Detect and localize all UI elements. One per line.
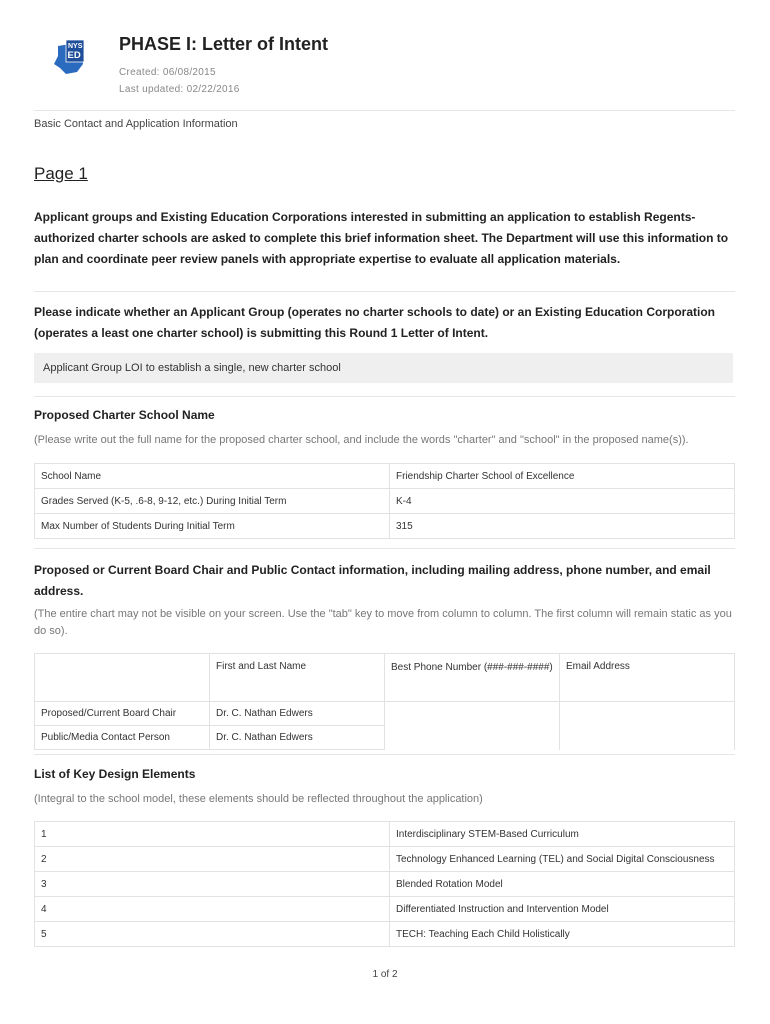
- table-row: [35, 922, 735, 947]
- table-cell: Interdisciplinary STEM-Based Curriculum: [390, 822, 735, 847]
- page-heading: Page 1: [34, 164, 88, 183]
- table-row: [35, 897, 735, 922]
- design-elements-hint: (Integral to the school model, these elements should be reflected throughout the application): [34, 793, 483, 805]
- table-cell: 3: [35, 872, 390, 897]
- logo-text-bottom: ED: [67, 50, 81, 61]
- table-cell: 2: [35, 847, 390, 872]
- table-row: [35, 822, 735, 847]
- divider: [34, 548, 735, 549]
- table-cell: Friendship Charter School of Excellence: [390, 464, 735, 489]
- table-header-row: [35, 654, 735, 702]
- table-cell: K-4: [390, 489, 735, 514]
- table-row: [35, 702, 735, 726]
- school-info-table: [34, 463, 735, 539]
- table-cell: [560, 726, 735, 750]
- table-cell: 4: [35, 897, 390, 922]
- table-header-cell: [35, 654, 210, 702]
- table-header-cell: Best Phone Number (###-###-####): [385, 654, 560, 702]
- table-cell: Dr. C. Nathan Edwers: [210, 726, 385, 750]
- document-title: PHASE I: Letter of Intent: [119, 34, 329, 54]
- table-cell: School Name: [35, 464, 390, 489]
- contact-heading: Proposed or Current Board Chair and Public Contact information, including mailing address, phone number, and email address.: [34, 563, 711, 598]
- intro-paragraph: Applicant groups and Existing Education Corporations interested in submitting an application to establish Regents-authorized charter schools are asked to complete this brief information sheet. The Department will use this information to plan and coordinate peer review panels with appropriate expertise to evaluate all application materials.: [34, 210, 729, 266]
- divider: [34, 396, 735, 397]
- table-cell: Max Number of Students During Initial Term: [35, 514, 390, 539]
- contact-hint: (The entire chart may not be visible on your screen. Use the "tab" key to move from column to column. The first column will remain static as you do so).: [34, 608, 732, 637]
- design-elements-heading: List of Key Design Elements: [34, 767, 196, 781]
- section-label: Basic Contact and Application Information: [34, 118, 238, 130]
- applicant-answer: Applicant Group LOI to establish a single, new charter school: [34, 353, 733, 383]
- table-cell: Public/Media Contact Person: [35, 726, 210, 750]
- table-cell: TECH: Teaching Each Child Holistically: [390, 922, 735, 947]
- design-elements-table: [34, 821, 735, 947]
- table-cell: Blended Rotation Model: [390, 872, 735, 897]
- logo-text-top: NYS: [68, 43, 83, 50]
- contact-table: [34, 653, 735, 750]
- created-date: Created: 06/08/2015: [119, 67, 216, 78]
- school-name-heading: Proposed Charter School Name: [34, 408, 215, 422]
- table-cell: Grades Served (K-5, .6-8, 9-12, etc.) During Initial Term: [35, 489, 390, 514]
- table-cell: Dr. C. Nathan Edwers: [210, 702, 385, 726]
- table-cell: 5: [35, 922, 390, 947]
- table-cell: 1: [35, 822, 390, 847]
- table-row: [35, 464, 735, 489]
- table-row: [35, 726, 735, 750]
- table-cell: [560, 702, 735, 726]
- table-cell: 315: [390, 514, 735, 539]
- nysed-logo: [44, 38, 104, 78]
- divider: [34, 291, 735, 292]
- table-header-cell: Email Address: [560, 654, 735, 702]
- applicant-question: Please indicate whether an Applicant Group (operates no charter schools to date) or an Existing Education Corporation (operates a least one charter school) is submitting this Round 1 Letter of Intent.: [34, 305, 715, 340]
- divider: [34, 754, 735, 755]
- table-cell: Technology Enhanced Learning (TEL) and Social Digital Consciousness: [390, 847, 735, 872]
- last-updated-date: Last updated: 02/22/2016: [119, 84, 240, 95]
- table-cell: Differentiated Instruction and Intervention Model: [390, 897, 735, 922]
- table-row: [35, 514, 735, 539]
- table-row: [35, 847, 735, 872]
- table-cell: Proposed/Current Board Chair: [35, 702, 210, 726]
- table-header-cell: First and Last Name: [210, 654, 385, 702]
- page-number: 1 of 2: [372, 969, 398, 980]
- table-row: [35, 489, 735, 514]
- divider: [34, 110, 735, 111]
- table-cell: [385, 702, 560, 726]
- school-name-hint: (Please write out the full name for the proposed charter school, and include the words "charter" and "school" in the proposed name(s)).: [34, 434, 689, 446]
- table-row: [35, 872, 735, 897]
- table-cell: [385, 726, 560, 750]
